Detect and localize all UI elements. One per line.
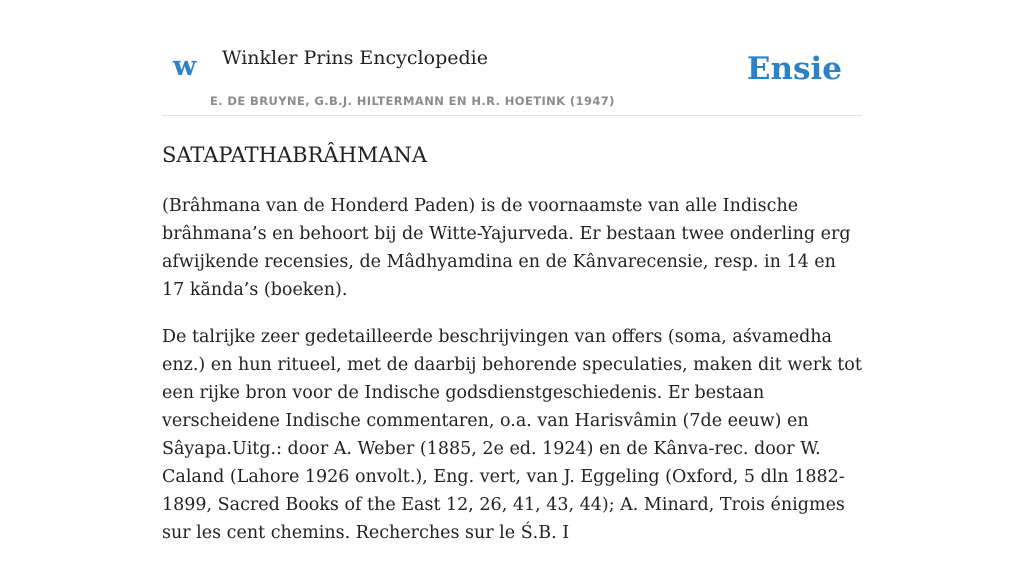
source-title-link[interactable]: Winkler Prins Encyclopedie xyxy=(222,47,488,69)
article-paragraph-2: De talrijke zeer gedetailleerde beschrijvingen van offers (soma, aśvamedha enz.) en hun ritueel, met de daarbij behorende speculaties, maken dit werk tot een rijke bron voor de Indische godsdienstgeschiedenis. Er bestaan verscheidene Indische commentaren, o.a. van Harisvâmin (7de eeuw) en Sâyapa.Uitg.: door A. Weber (1885, 2e ed. 1924) en de Kânva-rec. door W. Caland (Lahore 1926 onvolt.), Eng. vert, van J. Eggeling (Oxford, 5 dln 1882-1899, Sacred Books of the East 12, 26, 41, 43, 44); A. Minard, Trois énigmes sur les cent chemins. Recherches sur le Ś.B. I xyxy=(162,327,862,543)
ensie-logo-link[interactable]: Ensie xyxy=(746,51,842,87)
article-title: SATAPATHABRÂHMANA xyxy=(162,143,428,167)
header-divider xyxy=(162,115,862,116)
article-paragraph-1: (Brâhmana van de Honderd Paden) is de voornaamste van alle Indische brâhmana’s en behoort bij de Witte-Yajurveda. Er bestaan twee onderling erg afwijkende recensies, de Mâdhyamdina en de Kânvarecensie, resp. in 14 en 17 kănda’s (boeken). xyxy=(162,196,851,300)
winkler-prins-logo-icon[interactable]: w xyxy=(173,51,197,82)
article-body xyxy=(162,192,862,566)
source-authors: E. DE BRUYNE, G.B.J. HILTERMANN EN H.R. HOETINK (1947) xyxy=(210,94,615,108)
